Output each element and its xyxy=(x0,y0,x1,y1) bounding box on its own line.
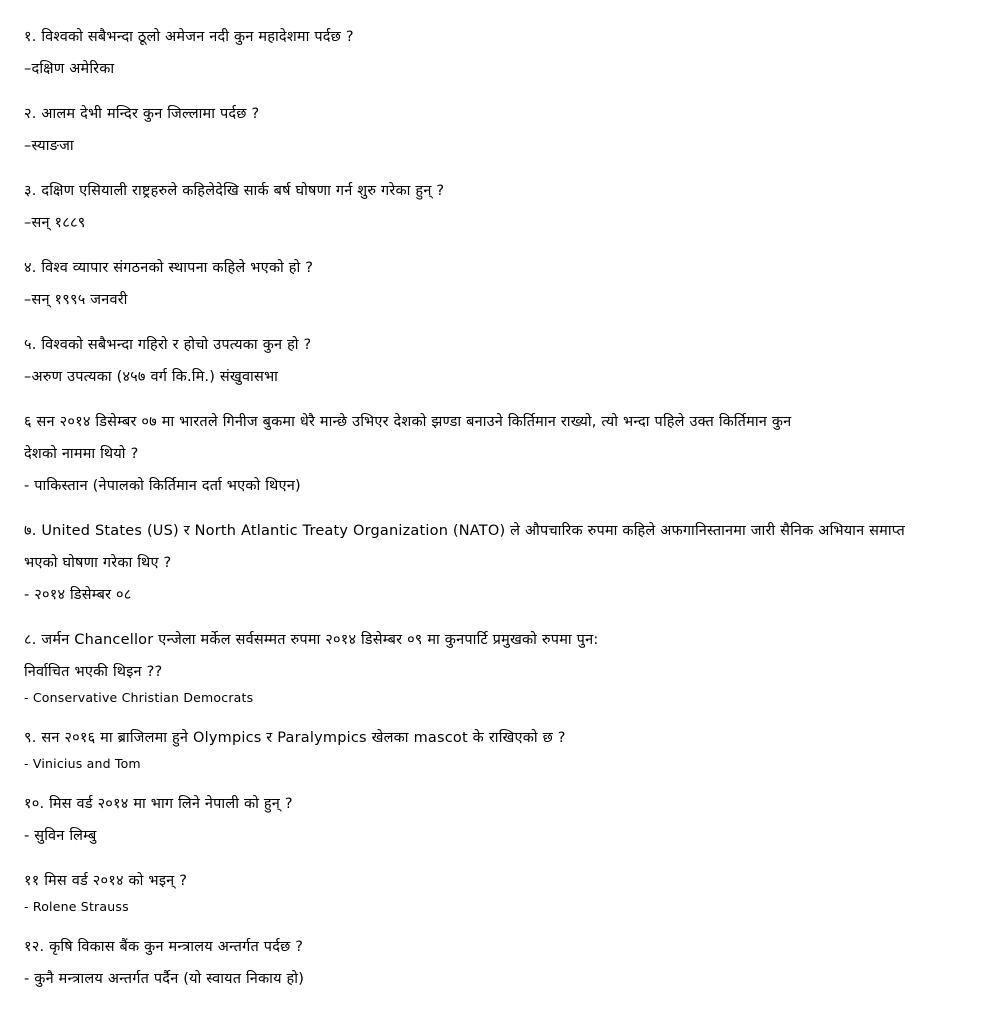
answer-11: - Rolene Strauss xyxy=(24,899,129,914)
answer-7: - २०१४ डिसेम्बर ०८ xyxy=(24,587,132,603)
answer-9: - Vinicius and Tom xyxy=(24,756,141,771)
answer-4: –सन् १९९५ जनवरी xyxy=(24,292,128,308)
question-10: १०. मिस वर्ड २०१४ मा भाग लिने नेपाली को हुन् ? xyxy=(24,796,293,812)
question-8-line-2: निर्वाचित भएकी थिइन ?? xyxy=(24,664,163,680)
answer-3: –सन् १८८९ xyxy=(24,215,86,231)
answer-6: - पाकिस्तान (नेपालको किर्तिमान दर्ता भएको थिएन) xyxy=(24,478,301,494)
question-7-line-2: भएको घोषणा गरेका थिए ? xyxy=(24,555,172,571)
question-1: १. विश्वको सबैभन्दा ठूलो अमेजन नदी कुन महादेशमा पर्दछ ? xyxy=(24,29,354,45)
question-6-line-2: देशको नाममा थियो ? xyxy=(24,446,139,462)
question-11: ११ मिस वर्ड २०१४ को भइन् ? xyxy=(24,873,188,889)
question-2: २. आलम देभी मन्दिर कुन जिल्लामा पर्दछ ? xyxy=(24,106,260,122)
question-3: ३. दक्षिण एसियाली राष्ट्रहरुले कहिलेदेखि सार्क बर्ष घोषणा गर्न शुरु गरेका हुन् ? xyxy=(24,183,445,199)
question-8-line-1: ८. जर्मन Chancellor एन्जेला मर्केल सर्वसम्मत रुपमा २०१४ डिसेम्बर ०९ मा कुनपार्टि प्रमुखको रुपमा पुन: xyxy=(24,632,599,648)
question-4: ४. विश्व व्यापार संगठनको स्थापना कहिले भएको हो ? xyxy=(24,260,314,276)
question-7-line-1: ७. United States (US) र North Atlantic Treaty Organization (NATO) ले औपचारिक रुपमा कहिले अफगानिस्तानमा जारी सैनिक अभियान समाप्त xyxy=(24,523,905,539)
question-5: ५. विश्वको सबैभन्दा गहिरो र होचो उपत्यका कुन हो ? xyxy=(24,337,312,353)
answer-5: –अरुण उपत्यका (४५७ वर्ग कि.मि.) संखुवासभा xyxy=(24,369,279,385)
question-6-line-1: ६ सन २०१४ डिसेम्बर ०७ मा भारतले गिनीज बुकमा धेरै मान्छे उभिएर देशको झण्डा बनाउने किर्तिमान राख्यो, त्यो भन्दा पहिले उक्त किर्तिमान कुन xyxy=(24,414,792,430)
question-9: ९. सन २०१६ मा ब्राजिलमा हुने Olympics र Paralympics खेलका mascot के राखिएको छ ? xyxy=(24,730,566,746)
answer-1: –दक्षिण अमेरिका xyxy=(24,61,115,77)
answer-12: - कुनै मन्त्रालय अन्तर्गत पर्दैन (यो स्वायत निकाय हो) xyxy=(24,971,305,987)
answer-10: - सुविन लिम्बु xyxy=(24,828,97,844)
question-12: १२. कृषि विकास बैंक कुन मन्त्रालय अन्तर्गत पर्दछ ? xyxy=(24,939,304,955)
answer-8: - Conservative Christian Democrats xyxy=(24,690,254,705)
answer-2: –स्याङजा xyxy=(24,138,74,154)
